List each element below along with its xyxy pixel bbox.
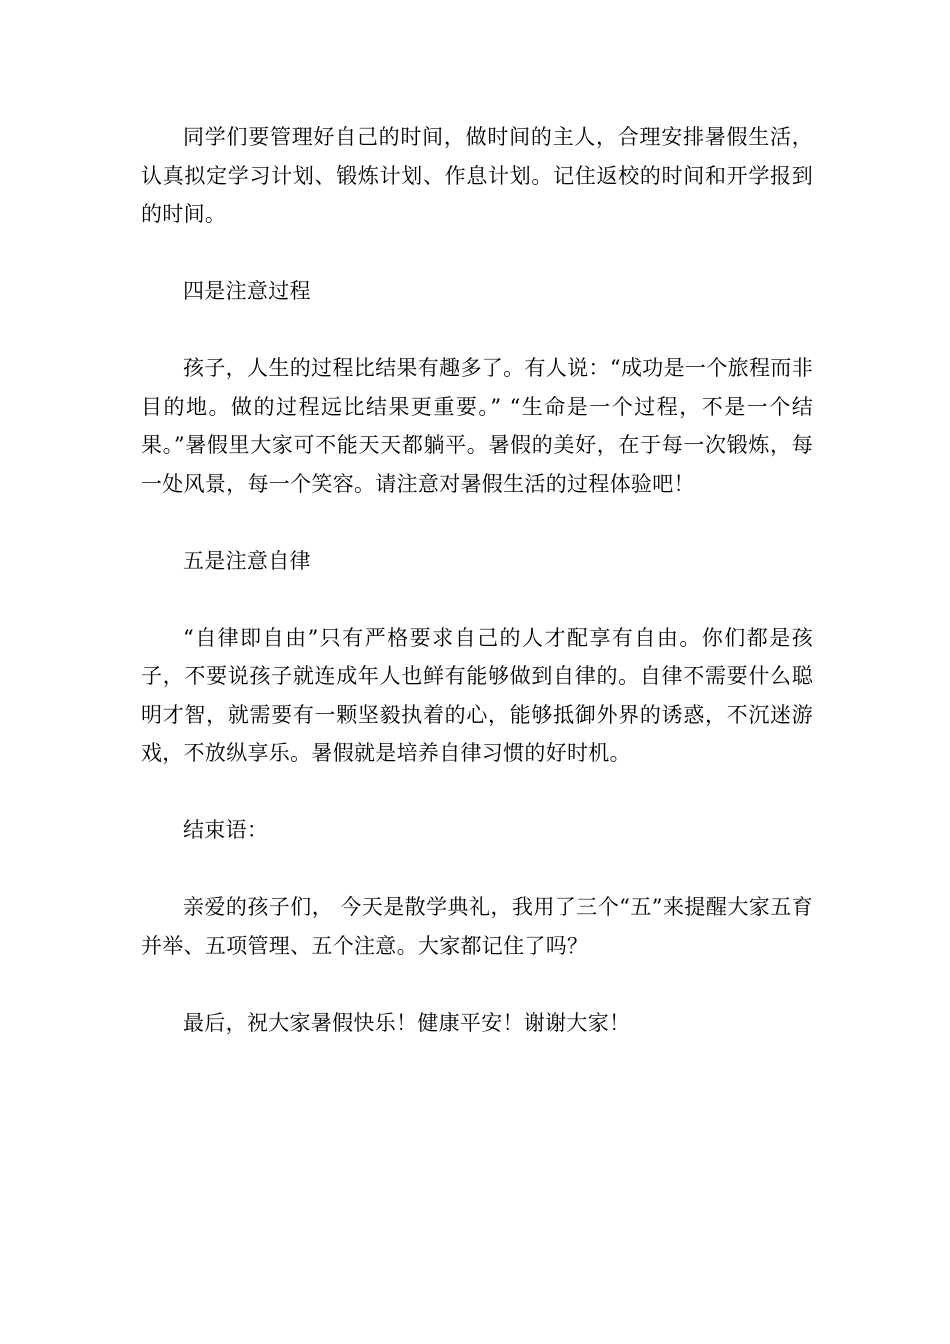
paragraph-self-discipline: “自律即自由”只有严格要求自己的人才配享有自由。你们都是孩子，不要说孩子就连成年人也鲜有能够做到自律的。自律不需要什么聪明才智，就需要有一颗坚毅执着的心，能够抵御外界的诱惑，不沉迷游戏，不放纵享乐。暑假就是培养自律习惯的好时机。 [141,625,813,765]
paragraph-time-management: 同学们要管理好自己的时间，做时间的主人，合理安排暑假生活，认真拟定学习计划、锻炼计划、作息计划。记住返校的时间和开学报到的时间。 [141,125,813,226]
heading-process: 四是注意过程 [183,279,311,303]
heading-self-discipline: 五是注意自律 [183,548,311,573]
document-body [141,118,813,1081]
paragraph-conclusion: 亲爱的孩子们， 今天是散学典礼，我用了三个“五”来提醒大家五育并举、五项管理、五个注意。大家都记住了吗？ [141,895,813,958]
heading-conclusion: 结束语： [183,818,269,842]
paragraph-closing: 最后，祝大家暑假快乐！健康平安！谢谢大家！ [183,1010,631,1035]
paragraph-process: 孩子，人生的过程比结果有趣多了。有人说：“成功是一个旅程而非目的地。做的过程远比结果更重要。” “生命是一个过程，不是一个结果。”暑假里大家可不能天天都躺平。暑假的美好，在于每一次锻炼，每一处风景，每一个笑容。请注意对暑假生活的过程体验吧！ [141,356,813,496]
